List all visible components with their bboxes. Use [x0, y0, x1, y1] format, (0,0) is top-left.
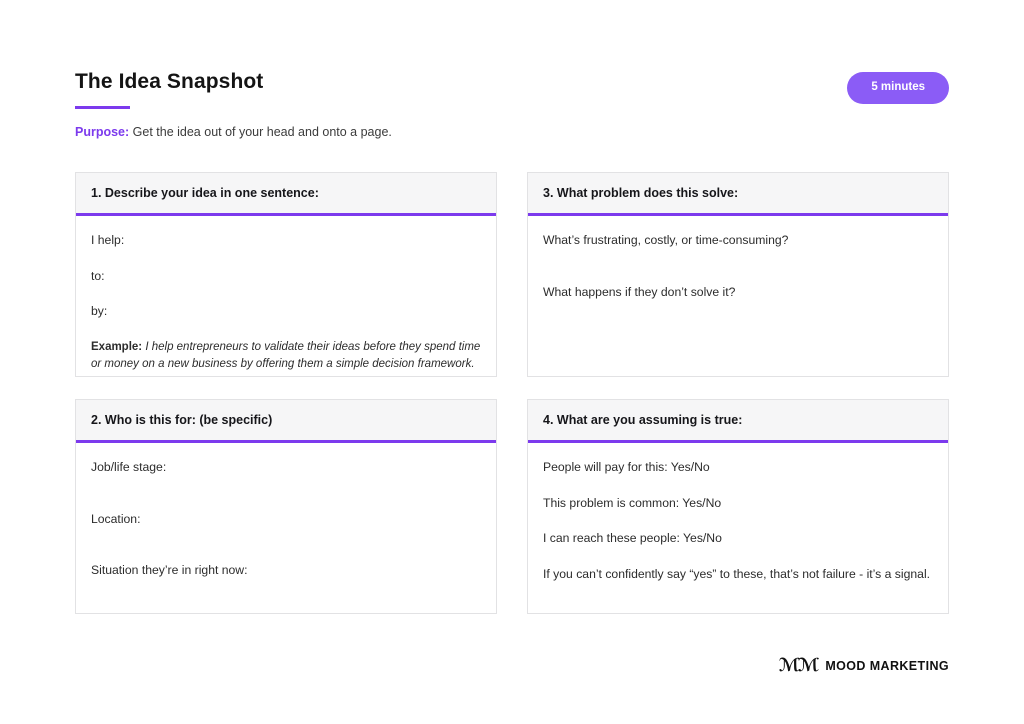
card-heading: 4. What are you assuming is true:: [528, 400, 948, 443]
field-situation: Situation they’re in right now:: [91, 563, 248, 578]
card-body: [76, 216, 496, 399]
purpose-line: [75, 125, 949, 139]
cards-grid: [75, 172, 949, 614]
assumption-reach: I can reach these people: Yes/No: [543, 531, 722, 546]
card-heading: 3. What problem does this solve:: [528, 173, 948, 216]
card-body: [528, 443, 948, 613]
card-who-is-this-for: [75, 399, 497, 614]
example-body: I help entrepreneurs to validate their ideas before they spend time or money on a new business by offering them a simple decision framework.: [91, 341, 481, 371]
field-frustrating: What’s frustrating, costly, or time-consuming?: [543, 233, 789, 247]
card-body: [528, 216, 948, 376]
card-describe-idea: [75, 172, 497, 377]
example-label: Example:: [91, 341, 143, 354]
card-heading: 2. Who is this for: (be specific): [76, 400, 496, 443]
purpose-text: Get the idea out of your head and onto a page.: [129, 125, 392, 139]
card-body: [76, 443, 496, 613]
card-assumptions: [527, 399, 949, 614]
timer-badge: 5 minutes: [847, 72, 949, 104]
footer-logo: [779, 655, 949, 676]
field-location: Location:: [91, 511, 141, 526]
title-underline-rule: [75, 106, 130, 109]
assumptions-note: If you can’t confidently say “yes” to these, that’s not failure - it’s a signal.: [543, 567, 931, 582]
assumption-common: This problem is common: Yes/No: [543, 495, 722, 510]
example-text: [91, 339, 481, 374]
field-if-not-solved: What happens if they don’t solve it?: [543, 284, 736, 299]
field-to: to:: [91, 268, 105, 283]
purpose-label: Purpose:: [75, 125, 130, 139]
field-by: by:: [91, 304, 108, 319]
card-problem-solved: [527, 172, 949, 377]
field-i-help: I help:: [91, 233, 125, 247]
field-job-life-stage: Job/life stage:: [91, 460, 167, 474]
card-heading: 1. Describe your idea in one sentence:: [76, 173, 496, 216]
logo-wordmark: MOOD MARKETING: [825, 658, 949, 673]
page-header: [75, 60, 949, 156]
mood-marketing-logo-icon: ℳℳ: [778, 655, 818, 676]
assumption-pay: People will pay for this: Yes/No: [543, 460, 710, 474]
page-title: The Idea Snapshot: [75, 70, 264, 93]
